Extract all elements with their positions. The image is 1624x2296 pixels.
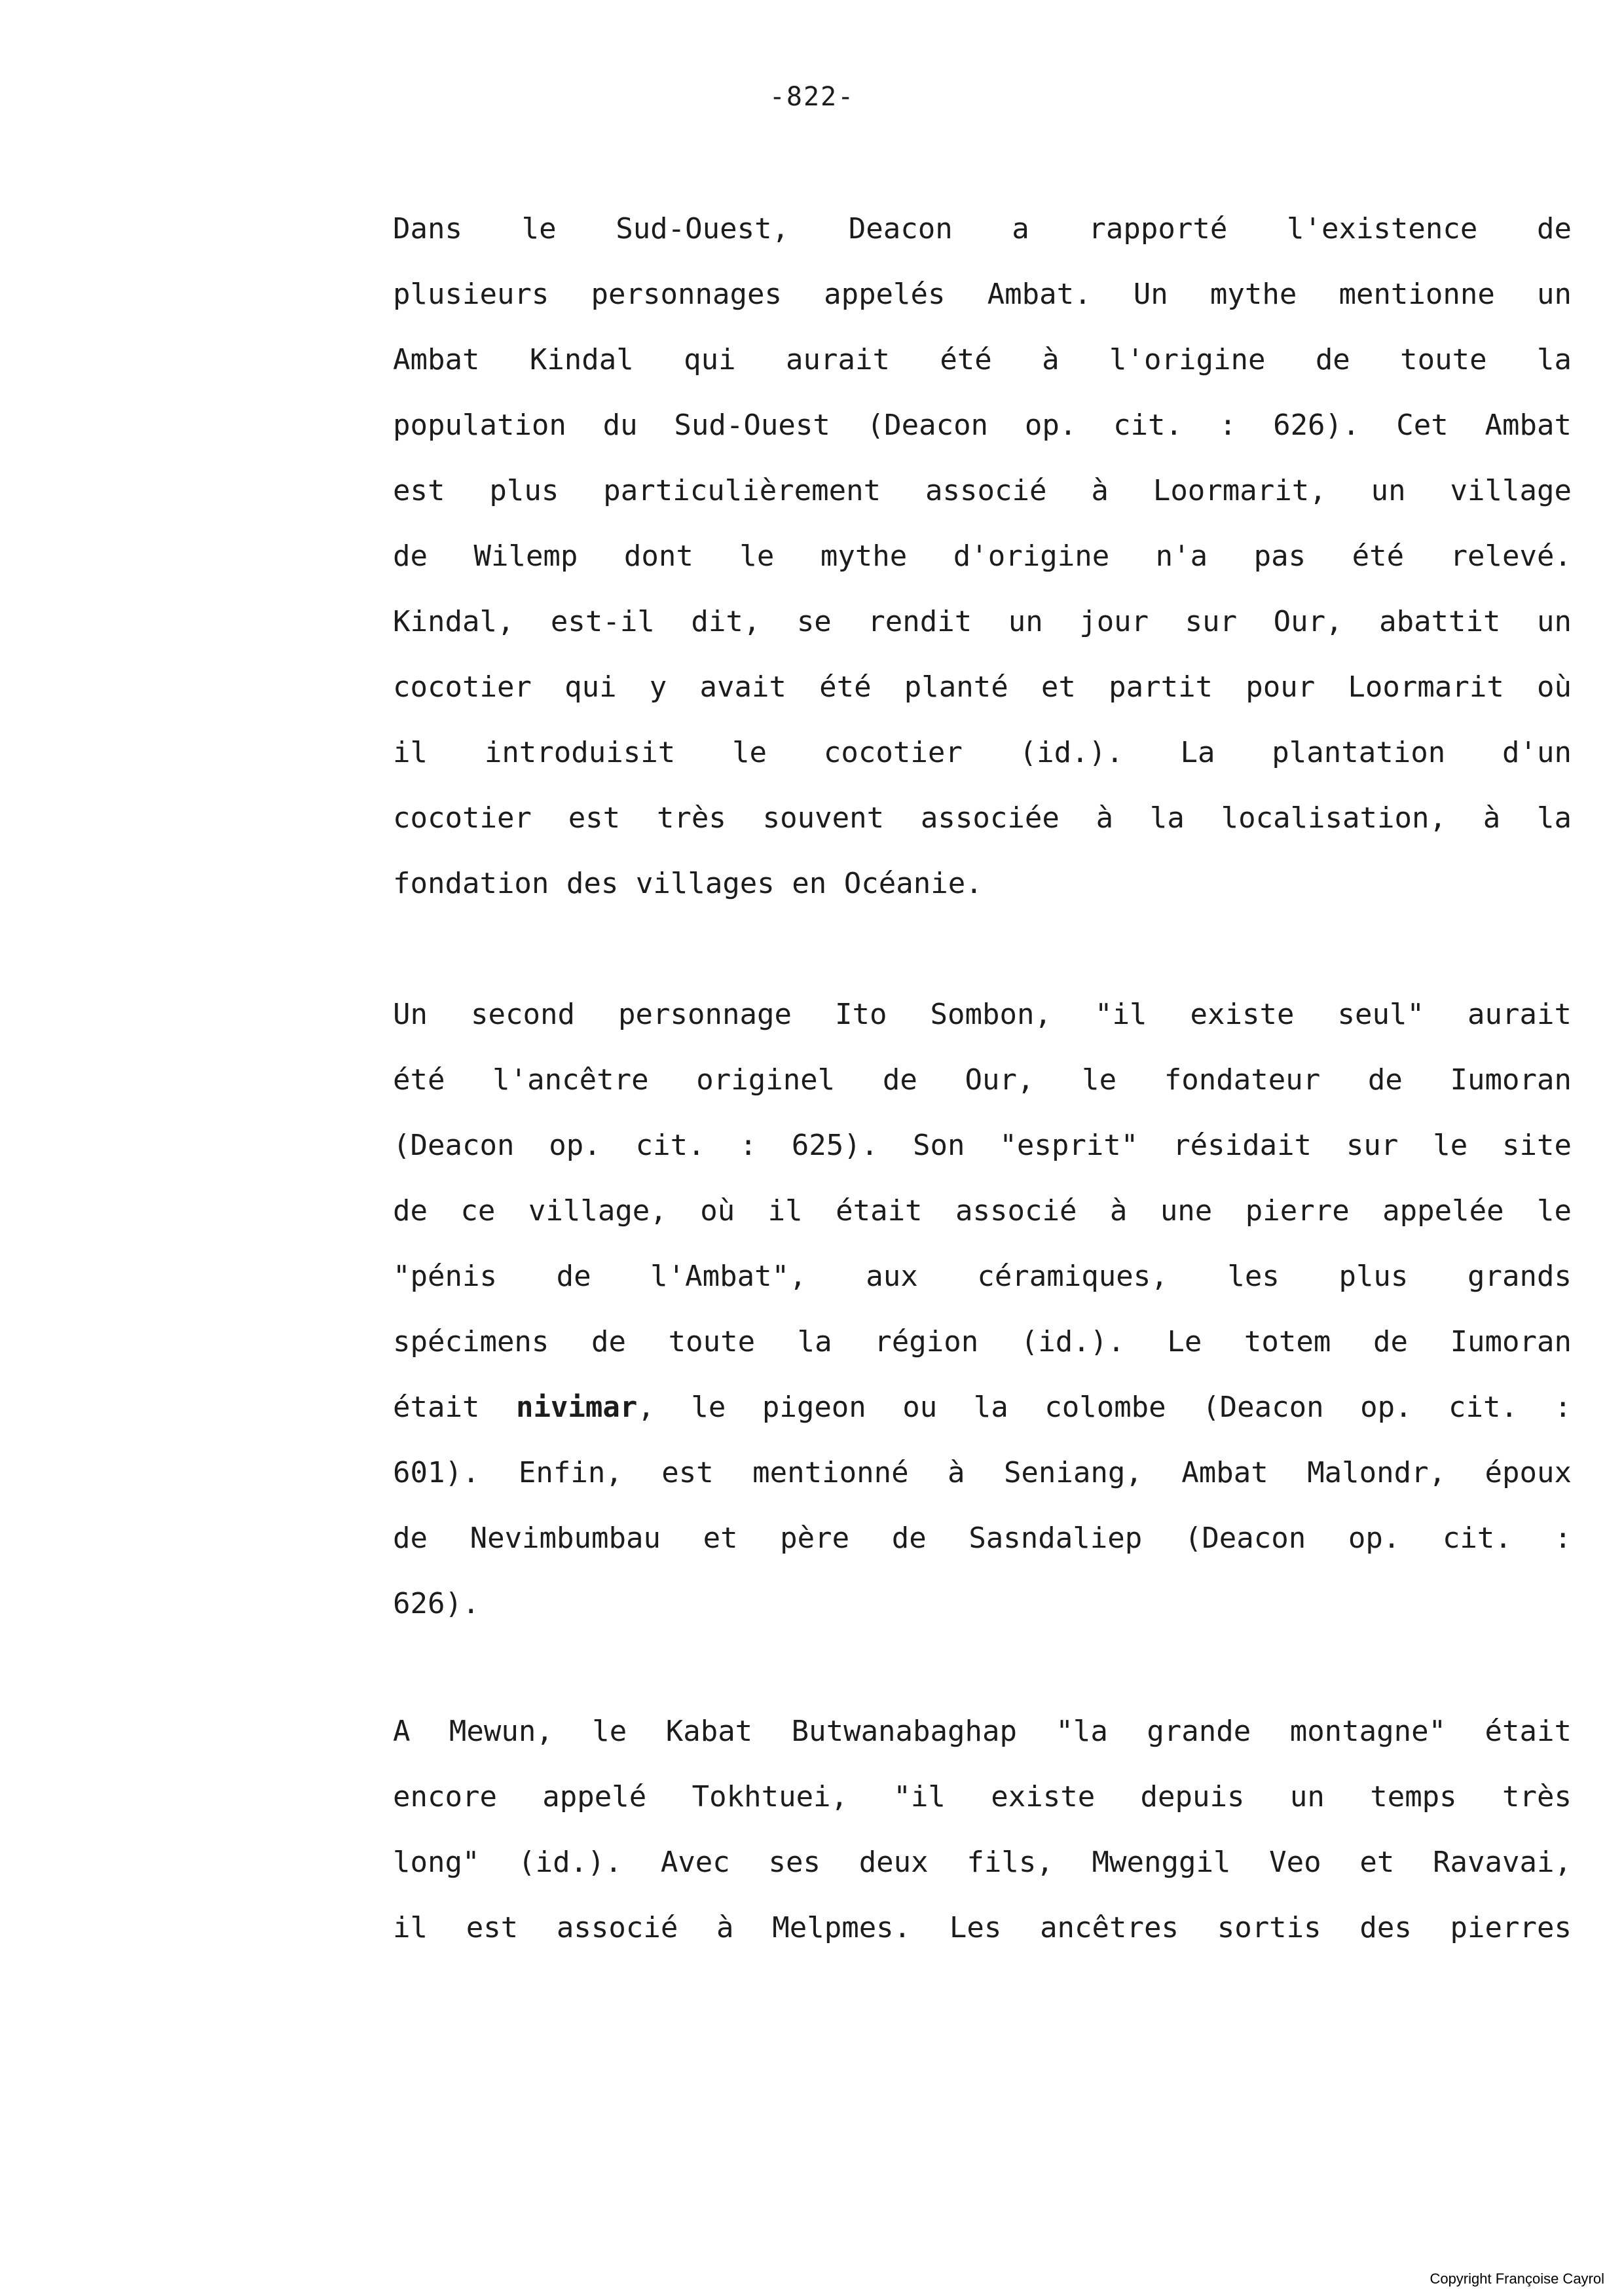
text-line: il introduisit le cocotier (id.). La plantation d'un	[393, 736, 1572, 769]
text-line: il est associé à Melpmes. Les ancêtres sortis des pierres	[393, 1911, 1572, 1944]
text-line: de ce village, où il était associé à une pierre appelée le	[393, 1194, 1572, 1228]
text-line: spécimens de toute la région (id.). Le totem de Iumoran	[393, 1325, 1572, 1358]
text-line: population du Sud-Ouest (Deacon op. cit. : 626). Cet Ambat	[393, 409, 1572, 442]
text-line: fondation des villages en Océanie.	[393, 867, 983, 900]
text-line: été l'ancêtre originel de Our, le fondateur de Iumoran	[393, 1063, 1572, 1097]
copyright-notice: Copyright Françoise Cayrol	[1430, 2270, 1604, 2287]
text-line: de Wilemp dont le mythe d'origine n'a pas été relevé.	[393, 539, 1572, 573]
text-line: Ambat Kindal qui aurait été à l'origine de toute la	[393, 343, 1572, 376]
text-line: A Mewun, le Kabat Butwanabaghap "la grande montagne" était	[393, 1715, 1572, 1748]
text-line: cocotier est très souvent associée à la localisation, à la	[393, 801, 1572, 835]
text-line: est plus particulièrement associé à Loormarit, un village	[393, 474, 1572, 507]
text-line: Dans le Sud-Ouest, Deacon a rapporté l'existence de	[393, 212, 1572, 246]
paragraph-1	[393, 196, 1572, 917]
bold-term: nivimar	[515, 1391, 638, 1424]
text-line: plusieurs personnages appelés Ambat. Un mythe mentionne un	[393, 278, 1572, 311]
text-line-with-bold-term	[393, 1375, 1572, 1440]
text-line: Kindal, est-il dit, se rendit un jour sur Our, abattit un	[393, 605, 1572, 638]
text-line: encore appelé Tokhtuei, "il existe depuis un temps très	[393, 1780, 1572, 1813]
text-line: "pénis de l'Ambat", aux céramiques, les plus grands	[393, 1260, 1572, 1293]
page-number: -822-	[769, 82, 855, 112]
paragraph-2	[393, 982, 1572, 1637]
text-line: Un second personnage Ito Sombon, "il existe seul" aurait	[393, 998, 1572, 1031]
text-line: cocotier qui y avait été planté et partit pour Loormarit où	[393, 670, 1572, 704]
text-segment: , le pigeon ou la colombe (Deacon op. cit. :	[637, 1391, 1572, 1424]
text-line: (Deacon op. cit. : 625). Son "esprit" résidait sur le site	[393, 1129, 1572, 1162]
text-segment: était	[393, 1391, 516, 1424]
text-line: 626).	[393, 1587, 480, 1620]
text-line: long" (id.). Avec ses deux fils, Mwenggil Veo et Ravavai,	[393, 1846, 1572, 1879]
text-line: de Nevimbumbau et père de Sasndaliep (Deacon op. cit. :	[393, 1522, 1572, 1555]
paragraph-3	[393, 1699, 1572, 1961]
text-line: 601). Enfin, est mentionné à Seniang, Ambat Malondr, époux	[393, 1456, 1572, 1489]
